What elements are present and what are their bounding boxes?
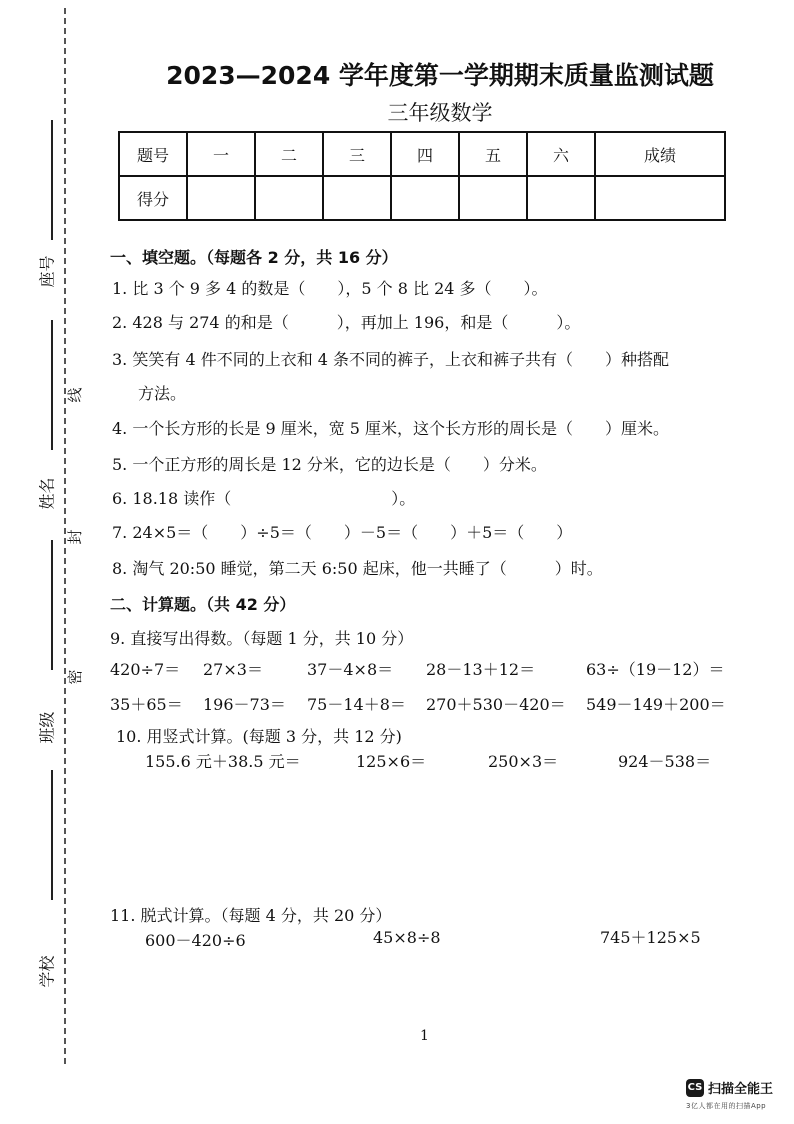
question-8: 8. 淘气 20:50 睡觉，第二天 6:50 起床，他一共睡了（ ）时。 (112, 559, 603, 578)
score-table-cell: 五 (459, 132, 527, 176)
vertical-calc-item: 155.6 元＋38.5 元＝ (145, 752, 301, 771)
vertical-calc-item: 250×3＝ (488, 752, 559, 771)
score-table (118, 131, 726, 221)
score-cell[interactable] (595, 176, 725, 220)
vertical-calc-item: 924－538＝ (618, 752, 712, 771)
score-cell[interactable] (527, 176, 595, 220)
exam-subtitle: 三年级数学 (387, 101, 493, 125)
score-cell[interactable] (391, 176, 459, 220)
seal-char-secret: 密 (66, 665, 84, 689)
score-cell[interactable] (187, 176, 255, 220)
vertical-calc-item: 125×6＝ (356, 752, 427, 771)
seal-char-seal: 封 (66, 525, 84, 549)
calc-item: 28－13＋12＝ (426, 660, 536, 679)
stepwise-calc-item: 45×8÷8 (373, 928, 441, 947)
question-7: 7. 24×5＝（ ）÷5＝（ ）－5＝（ ）＋5＝（ ） (112, 523, 573, 542)
calc-item: 75－14＋8＝ (307, 695, 406, 714)
seat-number-label: 座号 (37, 255, 57, 288)
question-9-title: 9. 直接写出得数。（每题 1 分，共 10 分） (110, 629, 414, 648)
calc-item: 37－4×8＝ (307, 660, 394, 679)
question-3-continued: 方法。 (138, 384, 187, 403)
scanner-app-name: 扫描全能王 (708, 1082, 774, 1097)
question-2: 2. 428 与 274 的和是（ ），再加上 196，和是（ ）。 (112, 313, 581, 332)
score-cell[interactable] (323, 176, 391, 220)
score-table-cell: 成绩 (595, 132, 725, 176)
score-table-header-row (119, 132, 725, 176)
seat-number-line (51, 120, 53, 240)
calc-item: 35＋65＝ (110, 695, 183, 714)
seal-char-line: 线 (66, 383, 84, 407)
question-6: 6. 18.18 读作（ ）。 (112, 489, 416, 508)
stepwise-calc-item: 600－420÷6 (145, 931, 246, 950)
name-label: 姓名 (37, 477, 57, 510)
page-number: 1 (420, 1028, 429, 1044)
score-table-score-row (119, 176, 725, 220)
calc-item: 196－73＝ (203, 695, 286, 714)
score-table-cell: 题号 (119, 132, 187, 176)
question-4: 4. 一个长方形的长是 9 厘米，宽 5 厘米，这个长方形的周长是（ ）厘米。 (112, 419, 670, 438)
section1-heading: 一、填空题。（每题各 2 分，共 16 分） (110, 248, 398, 267)
scanner-tagline: 3亿人都在用的扫描App (686, 1102, 767, 1110)
calc-item: 27×3＝ (203, 660, 263, 679)
class-line (51, 540, 53, 670)
calc-item: 420÷7＝ (110, 660, 181, 679)
name-line (51, 320, 53, 450)
school-label: 学校 (37, 955, 57, 988)
score-table-cell: 六 (527, 132, 595, 176)
scanner-logo-icon: CS (686, 1079, 704, 1097)
question-1: 1. 比 3 个 9 多 4 的数是（ ），5 个 8 比 24 多（ ）。 (112, 279, 548, 298)
score-table-cell: 二 (255, 132, 323, 176)
score-row-label: 得分 (119, 176, 187, 220)
score-table-cell: 四 (391, 132, 459, 176)
section2-heading: 二、计算题。（共 42 分） (110, 595, 296, 614)
score-cell[interactable] (459, 176, 527, 220)
score-table-cell: 一 (187, 132, 255, 176)
question-10-title: 10. 用竖式计算。(每题 3 分，共 12 分) (116, 727, 402, 746)
school-line (51, 770, 53, 900)
question-11-title: 11. 脱式计算。（每题 4 分，共 20 分） (110, 906, 392, 925)
question-5: 5. 一个正方形的周长是 12 分米，它的边长是（ ）分米。 (112, 455, 547, 474)
calc-item: 549－149＋200＝ (586, 695, 726, 714)
score-table-cell: 三 (323, 132, 391, 176)
question-3: 3. 笑笑有 4 件不同的上衣和 4 条不同的裤子，上衣和裤子共有（ ）种搭配 (112, 350, 670, 369)
class-label: 班级 (37, 711, 57, 744)
calc-item: 270＋530－420＝ (426, 695, 566, 714)
exam-title: 2023—2024 学年度第一学期期末质量监测试题 (166, 61, 714, 90)
stepwise-calc-item: 745＋125×5 (600, 928, 701, 947)
calc-item: 63÷（19－12）＝ (586, 660, 725, 679)
score-cell[interactable] (255, 176, 323, 220)
